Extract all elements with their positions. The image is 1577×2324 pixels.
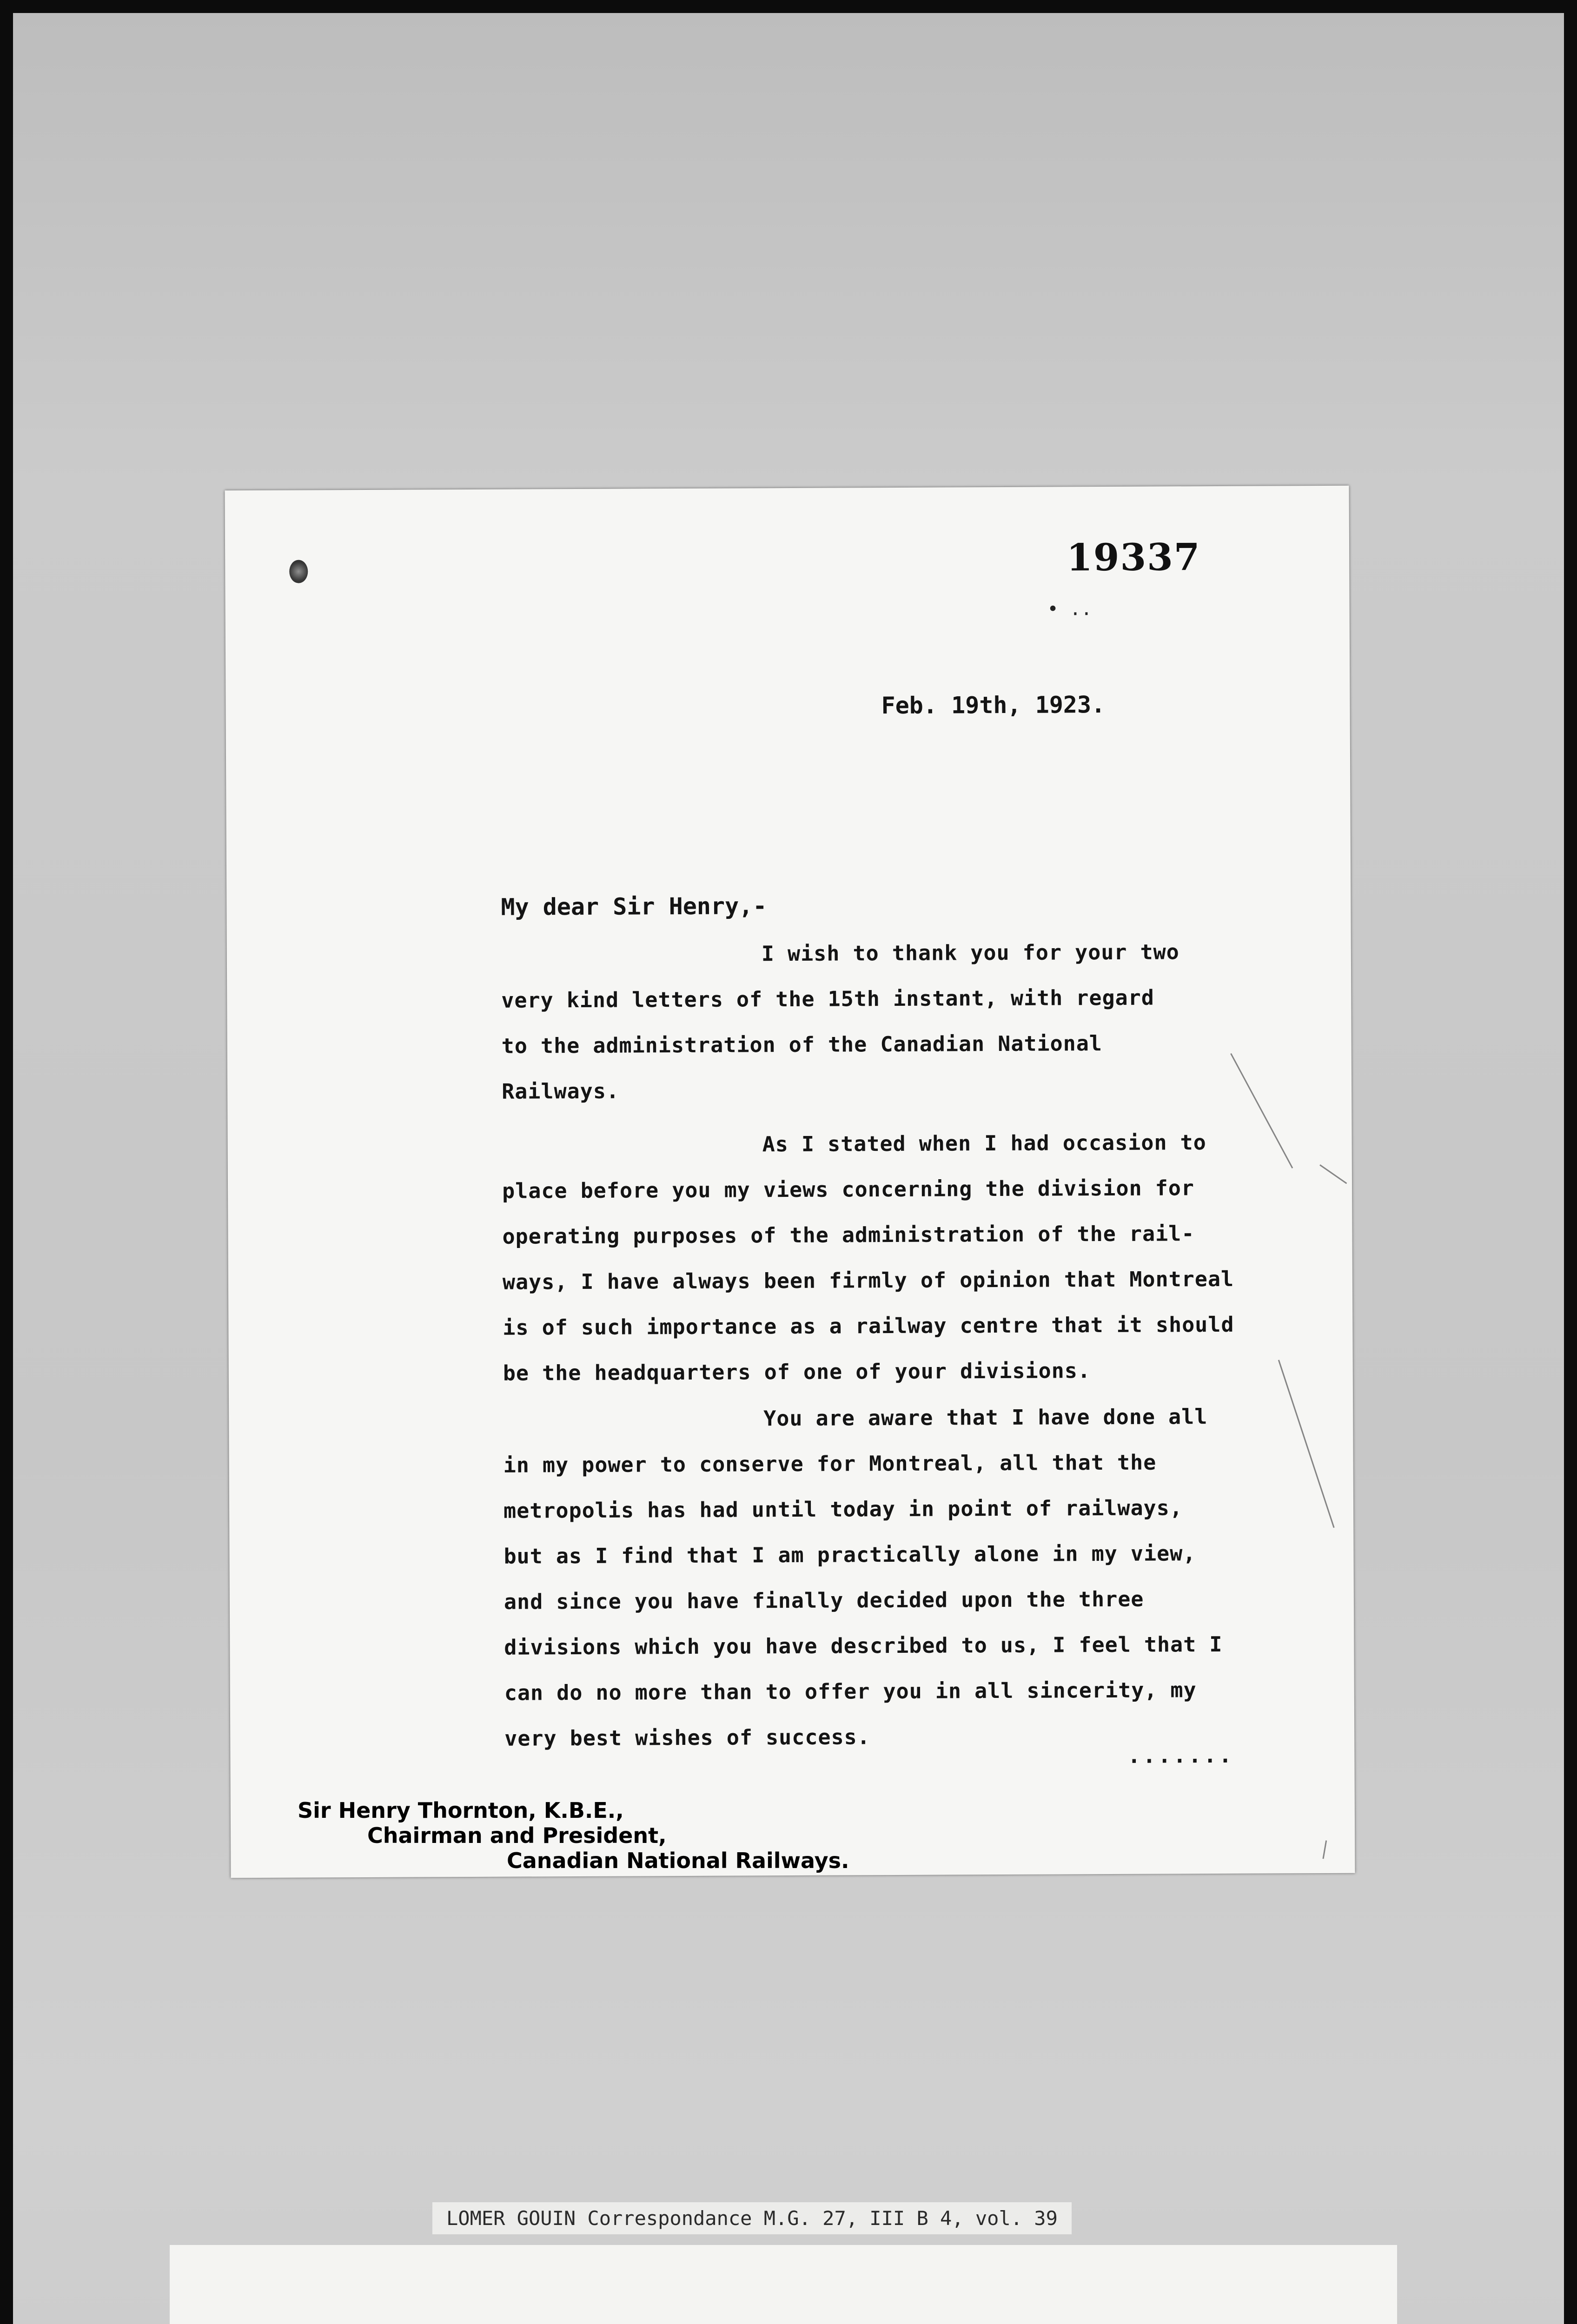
body-line: is of such importance as a railway centre that it should — [503, 1312, 1234, 1340]
letter-date: Feb. 19th, 1923. — [881, 691, 1106, 720]
archives-stamp — [170, 2245, 1397, 2324]
body-line: very best wishes of success. — [504, 1724, 870, 1751]
body-line: very kind letters of the 15th instant, with regard — [501, 985, 1155, 1013]
body-line: but as I find that I am practically alone in my view, — [504, 1541, 1196, 1569]
body-line: You are aware that I have done all — [763, 1404, 1208, 1431]
body-line: divisions which you have described to us, I feel that I — [504, 1631, 1223, 1660]
recipient-title: Chairman and President, — [367, 1823, 667, 1848]
body-line: Railways. — [502, 1078, 620, 1104]
recipient-name: Sir Henry Thornton, K.B.E., — [298, 1798, 624, 1823]
body-line: I wish to thank you for your two — [761, 939, 1179, 966]
body-line: place before you my views concerning the division for — [502, 1175, 1195, 1203]
pencil-mark — [1278, 1360, 1335, 1528]
body-line: ways, I have always been firmly of opinion that Montreal — [502, 1266, 1234, 1294]
pencil-mark — [1322, 1840, 1327, 1859]
body-line: As I stated when I had occasion to — [762, 1130, 1206, 1157]
closing-dots: ....... — [1127, 1742, 1234, 1768]
body-line: in my power to conserve for Montreal, all that the — [503, 1450, 1157, 1478]
body-line: and since you have finally decided upon the three — [504, 1586, 1144, 1614]
letter-sheet — [225, 486, 1355, 1878]
pencil-mark — [1319, 1164, 1347, 1184]
body-line: can do no more than to offer you in all sincerity, my — [504, 1677, 1197, 1705]
body-line: to the administration of the Canadian National — [501, 1031, 1103, 1058]
body-line: operating purposes of the administration of the rail- — [502, 1221, 1195, 1249]
recipient-organization: Canadian National Railways. — [507, 1848, 849, 1873]
punch-hole — [289, 560, 308, 583]
body-line: be the headquarters of one of your divisions. — [503, 1358, 1091, 1386]
document-number: 19337 — [1066, 535, 1201, 580]
pencil-mark — [1230, 1053, 1293, 1169]
document-number-dots: • .. — [1047, 598, 1093, 620]
salutation: My dear Sir Henry,- — [501, 892, 767, 921]
body-line: metropolis has had until today in point of railways, — [503, 1495, 1183, 1523]
collection-reference: LOMER GOUIN Correspondance M.G. 27, III B 4, vol. 39 — [432, 2202, 1072, 2234]
